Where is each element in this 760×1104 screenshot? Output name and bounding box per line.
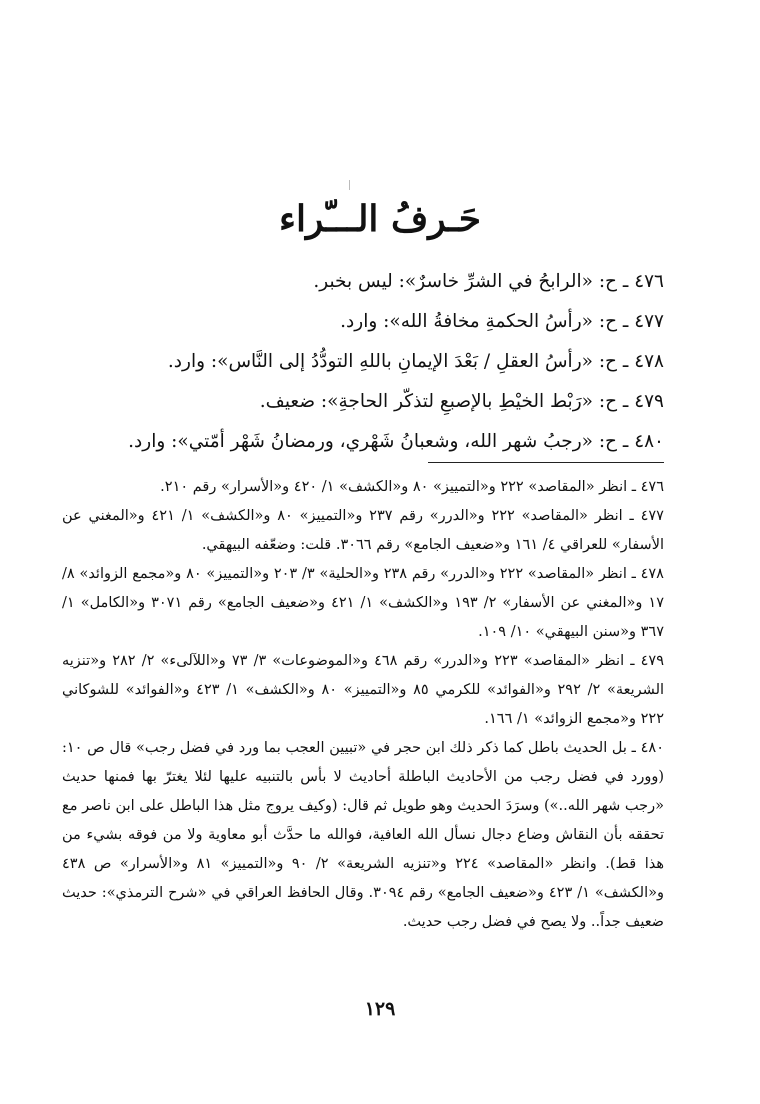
top-mark [349, 180, 350, 190]
hadith-entry: ٤٨٠ ـ ح: «رجبُ شهر الله، وشعبانُ شَهْري، ورمضانُ شَهْر أمّتي»: وارد. [128, 431, 664, 452]
footnote: ٤٧٩ ـ انظر «المقاصد» ٢٢٣ و«الدرر» رقم ٤٦٨ و«الموضوعات» ٣/ ٧٣ و«اللآلىء» ٢/ ٢٨٢ و«تنزيه الشريعة» ٢/ ٢٩٢ و«الفوائد» للكرمي ٨٥ و«التمييز» ٨٠ و«الكشف» ١/ ٤٢٣ و«الفوائد» للشوكاني ٢٢٢ و«مجمع الزوائد» ١/ ١٦٦. [62, 653, 665, 727]
hadith-entry: ٤٧٧ ـ ح: «رأسُ الحكمةِ مخافةُ الله»: وارد. [340, 311, 664, 332]
hadith-entry: ٤٧٦ ـ ح: «الرابحُ في الشرِّ خاسرٌ»: ليس بخبر. [313, 271, 664, 292]
hadith-entry: ٤٧٨ ـ ح: «رأسُ العقلِ / بَعْدَ الإيمانِ باللهِ التودُّدُ إلى النَّاس»: وارد. [167, 351, 664, 372]
footnote: ٤٧٧ ـ انظر «المقاصد» ٢٢٢ و«الدرر» رقم ٢٣٧ و«التمييز» ٨٠ و«الكشف» ١/ ٤٢١ و«المغني عن الأسفار» للعراقي ٤/ ١٦١ و«ضعيف الجامع» رقم ٣٠٦٦. قلت: وضعّفه البيهقي. [62, 508, 664, 553]
footnote: ٤٨٠ ـ بل الحديث باطل كما ذكر ذلك ابن حجر في «تبيين العجب بما ورد في فضل رجب» قال ص ١٠: (وورد في فضل رجب من الأحاديث الباطلة أحاديث لا بأس بالتنبيه عليها لئلا يغترّ بها فمنها حديث «رجب شهر الله..») وسرَدَ الحديث وهو طويل ثم قال: (وكيف يروج مثل هذا الباطل على ابن ناصر مع تحققه بأن النقاش وضاع دجال نسأل الله العافية، فوالله ما حدَّث أبو معاوية ولا من فوقه بشيء من هذا قط). وانظر «المقاصد» ٢٢٤ و«تنزيه الشريعة» ٢/ ٩٠ و«التمييز» ٨١ و«الأسرار» ص ٤٣٨ و«الكشف» ١/ ٤٢٣ و«ضعيف الجامع» رقم ٣٠٩٤. وقال الحافظ العراقي في «شرح الترمذي»: حديث ضعيف جداً.. ولا يصح في فضل رجب حديث. [62, 740, 664, 930]
hadith-entry: ٤٧٩ ـ ح: «رَبْط الخيْطِ بالإصبعِ لتذكّر الحاجةِ»: ضعيف. [259, 391, 664, 412]
footnote-separator [428, 462, 664, 463]
hadith-entries [64, 262, 664, 462]
chapter-heading: حَـرفُ الـــّراء [279, 198, 481, 240]
footnotes [62, 473, 664, 937]
footnote: ٤٧٦ ـ انظر «المقاصد» ٢٢٢ و«التمييز» ٨٠ و«الكشف» ١/ ٤٢٠ و«الأسرار» رقم ٢١٠. [160, 479, 664, 495]
page-number: ١٢٩ [364, 998, 396, 1020]
footnote: ٤٧٨ ـ انظر «المقاصد» ٢٢٢ و«الدرر» رقم ٢٣٨ و«الحلية» ٣/ ٢٠٣ و«التمييز» ٨٠ و«مجمع الزوائد» ٨/ ١٧ و«المغني عن الأسفار» ٢/ ١٩٣ و«الكشف» ١/ ٤٢١ و«ضعيف الجامع» رقم ٣٠٧١ و«الكامل» ١/ ٣٦٧ و«سنن البيهقي» ١٠/ ١٠٩. [62, 566, 664, 640]
